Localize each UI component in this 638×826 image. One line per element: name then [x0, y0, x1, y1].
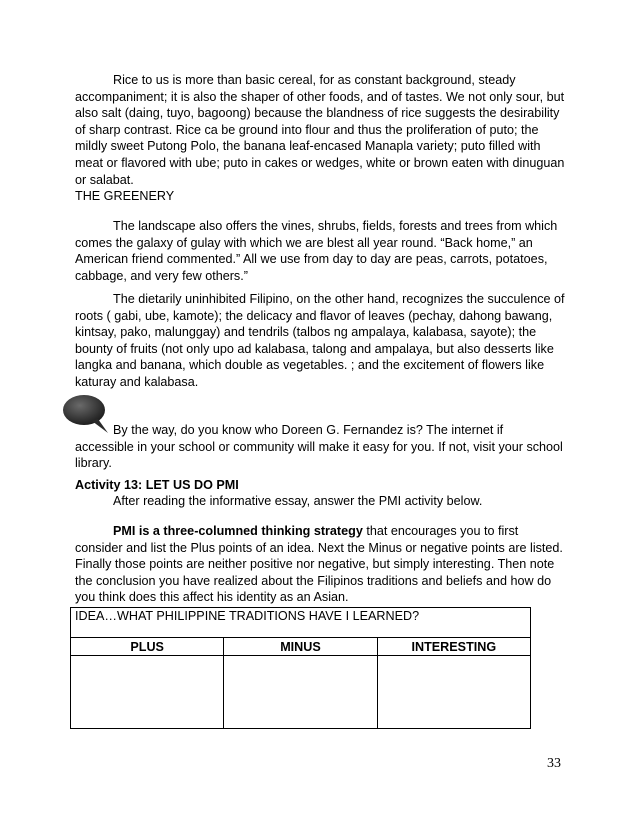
minus-answer-cell[interactable] — [224, 656, 377, 729]
plus-answer-cell[interactable] — [71, 656, 224, 729]
dietarily-paragraph: The dietarily uninhibited Filipino, on the other hand, recognizes the succulence of roots ( gabi, ube, kamote); the delicacy and flavor of leaves (pechay, dahong bawang, kintsay, pako, malunggay) and tendrils (talbos ng ampalaya, kalabasa, sayote); the bounty of fruits (not only upo ad kalabasa, talong and ampalaya, but also desserts like langka and banana, which double as vegetables. ; and the excitement of flowers like katuray and kalabasa. — [75, 292, 565, 389]
column-plus: PLUS — [71, 638, 224, 656]
idea-cell[interactable]: IDEA…WHAT PHILIPPINE TRADITIONS HAVE I LEARNED? — [71, 608, 531, 638]
pmi-description — [75, 523, 565, 606]
column-interesting: INTERESTING — [377, 638, 530, 656]
pmi-description-bold: PMI is a three-columned thinking strategy — [113, 524, 363, 538]
landscape-paragraph: The landscape also offers the vines, shrubs, fields, forests and trees from which comes the galaxy of gulay with which we are blest all year round. “Back home,” an American friend commented.” All we use from day to day are peas, carrots, potatoes, cabbage, and very few others.” — [75, 219, 558, 283]
activity-instruction: After reading the informative essay, answer the PMI activity below. — [113, 494, 483, 508]
pmi-description-text: that encourages you to first consider and list the Plus points of an idea. Next the Minus or negative points are listed. Finally those points are neither positive nor negative, but simply interesting. Then note the conclusion you have realized about the Filipinos traditions and beliefs and how do you think does this affect his identity as an Asian. — [75, 524, 563, 605]
column-minus: MINUS — [224, 638, 377, 656]
rice-paragraph: Rice to us is more than basic cereal, for as constant background, steady accompaniment; it is also the shaper of other foods, and of tastes. We not only sour, but also salt (daing, tuyo, bagoong) because the blandness of rice suggests the desirability of sharp contrast. Rice ca be ground into flour and thus the proliferation of puto; the mildly sweet Putong Polo, the banana leaf-encased Manapla variety; puto filled with meat or flavored with ube; puto in cakes or wedges, white or brown eaten with dinuguan or salabat. — [75, 73, 565, 187]
greenery-heading: THE GREENERY — [75, 189, 175, 203]
pmi-table — [70, 607, 531, 729]
by-the-way-paragraph: By the way, do you know who Doreen G. Fernandez is? The internet if accessible in your school or community will make it easy for you. If not, visit your school library. — [75, 423, 563, 471]
activity-title: Activity 13: LET US DO PMI — [75, 478, 239, 492]
page-number: 33 — [547, 756, 561, 771]
interesting-answer-cell[interactable] — [377, 656, 530, 729]
